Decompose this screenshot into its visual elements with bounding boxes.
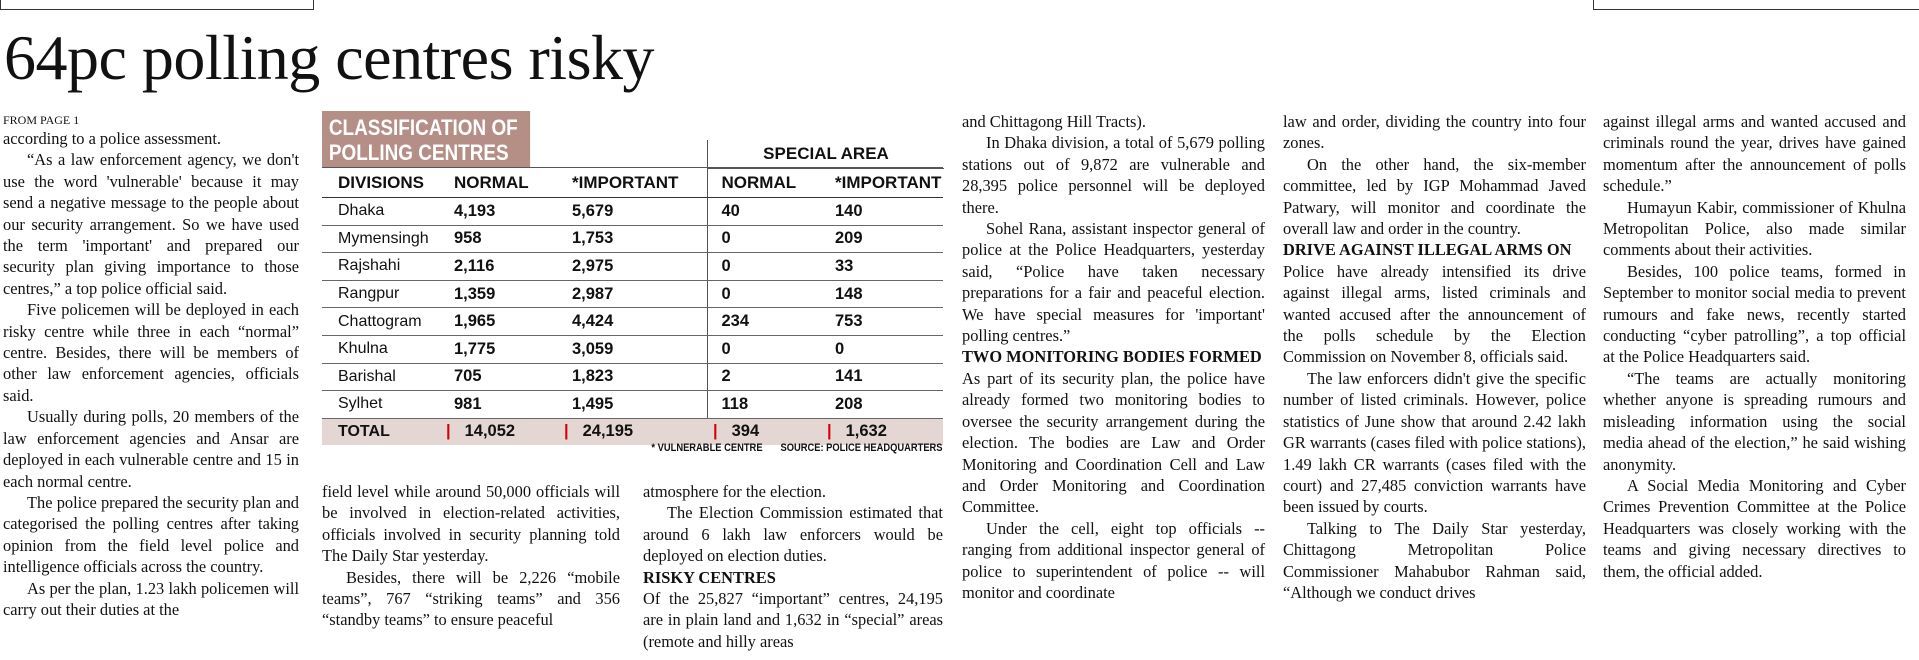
paragraph: according to a police assessment. — [3, 129, 222, 148]
table-cell: 140 — [821, 198, 943, 226]
paragraph: Talking to The Daily Star yesterday, Chittagong Metropolitan Police Commissioner Mahabubor Rahman said, “Although we conduct drives — [1283, 518, 1586, 602]
column-header: DIVISIONS — [322, 169, 440, 198]
table-cell: 1,753 — [558, 225, 707, 253]
source-text: SOURCE: POLICE HEADQUARTERS — [780, 442, 943, 454]
article-column-5 — [1283, 111, 1586, 603]
table-cell: 148 — [821, 280, 943, 308]
table-cell: 1,965 — [440, 308, 558, 336]
paragraph: “The teams are actually monitoring whether anyone is spreading rumours and misleading information using the social media ahead of the election,” he said wishing anonymity. — [1603, 368, 1906, 474]
table-top-rule — [322, 167, 943, 168]
table-cell: 2,975 — [558, 253, 707, 281]
table-row — [322, 363, 943, 391]
table-row — [322, 308, 943, 336]
paragraph: Sohel Rana, assistant inspector general of police at the Police Headquarters, yesterday said, “Police have taken necessary preparations for a fair and peaceful election. We have special measures for 'important' polling centres.” — [962, 219, 1265, 346]
table-cell: 2,116 — [440, 253, 558, 281]
total-label: TOTAL — [322, 418, 440, 445]
division-cell: Khulna — [322, 335, 440, 363]
red-bar-marker: | — [827, 422, 832, 441]
table-cell: 0 — [707, 225, 821, 253]
total-cell: | 394 — [707, 418, 821, 445]
subheading: DRIVE AGAINST ILLEGAL ARMS ON — [1283, 240, 1572, 260]
division-cell: Mymensingh — [322, 225, 440, 253]
table-row — [322, 225, 943, 253]
table-cell: 981 — [440, 391, 558, 419]
table-title-line-1: CLASSIFICATION OF — [328, 115, 518, 140]
table-cell: 1,775 — [440, 335, 558, 363]
article-column-6 — [1603, 111, 1906, 582]
table-cell: 40 — [707, 198, 821, 226]
headline: 64pc polling centres risky — [4, 22, 654, 93]
table-cell: 234 — [707, 308, 821, 336]
top-rule-right — [1593, 0, 1919, 10]
table-header-row — [322, 169, 943, 198]
table-cell: 209 — [821, 225, 943, 253]
red-bar-marker: | — [446, 422, 451, 441]
table-title-line-2: POLLING CENTRES — [328, 140, 509, 165]
table-total-row — [322, 418, 943, 445]
red-bar-marker: | — [564, 422, 569, 441]
jump-kicker: FROM PAGE 1 — [3, 113, 80, 127]
paragraph: Besides, 100 police teams, formed in September to monitor social media to prevent rumours and fake news, recently started conducting “cyber patrolling”, a top official at the Police Headquarters said. — [1603, 261, 1906, 367]
paragraph: As per the plan, 1.23 lakh policemen will carry out their duties at the — [3, 578, 299, 619]
table-footnote — [637, 442, 943, 454]
paragraph: Under the cell, eight top officials -- ranging from additional inspector general of police to superintendent of police -- will monitor and coordinate — [962, 518, 1265, 602]
table-cell: 5,679 — [558, 198, 707, 226]
paragraph: field level while around 50,000 officials will be involved in election-related activities, officials involved in security planning told The Daily Star yesterday. — [322, 482, 620, 566]
table-cell: 0 — [821, 335, 943, 363]
table-cell: 3,059 — [558, 335, 707, 363]
table-cell: 0 — [707, 253, 821, 281]
paragraph: Usually during polls, 20 members of the law enforcement agencies and Ansar are deployed in each vulnerable centre and 15 in each normal centre. — [3, 407, 299, 491]
division-cell: Dhaka — [322, 198, 440, 226]
paragraph: The police prepared the security plan and categorised the polling centres after taking opinion from the field level police and intelligence officials across the country. — [3, 492, 299, 577]
article-column-4 — [962, 111, 1265, 603]
total-cell: | 14,052 — [440, 418, 558, 445]
red-bar-marker: | — [713, 422, 718, 441]
table-cell: 1,823 — [558, 363, 707, 391]
division-cell: Sylhet — [322, 391, 440, 419]
paragraph: Humayun Kabir, commissioner of Khulna Metropolitan Police, also made similar comments about their activities. — [1603, 197, 1906, 260]
paragraph: In Dhaka division, a total of 5,679 polling stations out of 9,872 are vulnerable and 28,395 police personnel will be deployed there. — [962, 133, 1265, 217]
paragraph: Of the 25,827 “important” centres, 24,195 are in plain land and 1,632 in “special” areas (remote and hilly areas — [643, 589, 943, 651]
table-title — [322, 111, 530, 167]
subheading: TWO MONITORING BODIES FORMED — [962, 347, 1262, 367]
special-area-header: SPECIAL AREA — [707, 140, 944, 169]
table-row — [322, 391, 943, 419]
paragraph: A Social Media Monitoring and Cyber Crimes Prevention Committee at the Police Headquarters was closely working with the teams and giving necessary directives to them, the official added. — [1603, 475, 1906, 581]
table-row — [322, 280, 943, 308]
table-cell: 4,193 — [440, 198, 558, 226]
table-cell: 958 — [440, 225, 558, 253]
paragraph: Police have already intensified its drive against illegal arms, listed criminals and wanted accused after the announcement of the polls schedule by the Election Commission on November 8, officials said. — [1283, 261, 1586, 367]
paragraph: Five policemen will be deployed in each risky centre while three in each “normal” centre. Besides, there will be members of other law enforcement agencies, officials said. — [3, 300, 299, 405]
table-cell: 2 — [707, 363, 821, 391]
table-row — [322, 198, 943, 226]
table-cell: 33 — [821, 253, 943, 281]
total-cell: | 1,632 — [821, 418, 943, 445]
total-cell: | 24,195 — [558, 418, 707, 445]
table-cell: 2,987 — [558, 280, 707, 308]
table-cell: 1,495 — [558, 391, 707, 419]
article-column-1 — [3, 110, 299, 620]
paragraph: As part of its security plan, the police have already formed two monitoring bodies to oversee the security arrangement during the election. The bodies are Law and Order Monitoring and Coordination Cell and Law and Order Monitoring and Coordination Committee. — [962, 368, 1265, 517]
table-cell: 141 — [821, 363, 943, 391]
footnote-text: * VULNERABLE CENTRE — [651, 442, 764, 454]
column-header: NORMAL — [707, 169, 821, 198]
division-cell: Rajshahi — [322, 253, 440, 281]
paragraph: Besides, there will be 2,226 “mobile teams”, 767 “striking teams” and 356 “standby teams” to ensure peaceful — [322, 567, 620, 630]
table-row — [322, 335, 943, 363]
classification-table-graphic — [322, 111, 943, 461]
paragraph: The law enforcers didn't give the specific number of listed criminals. However, police statistics of June show that around 2.42 lakh GR warrants (cases filed with police stations), 1.49 lakh CR warrants (cases filed with the court) and 27,485 conviction warrants have been issued by courts. — [1283, 368, 1586, 517]
column-header: *IMPORTANT — [821, 169, 943, 198]
table-cell: 705 — [440, 363, 558, 391]
article-column-2 — [322, 481, 620, 631]
article-column-3 — [643, 481, 943, 652]
table-cell: 753 — [821, 308, 943, 336]
division-cell: Chattogram — [322, 308, 440, 336]
paragraph: atmosphere for the election. — [643, 482, 826, 501]
table-cell: 1,359 — [440, 280, 558, 308]
subheading: RISKY CENTRES — [643, 567, 776, 587]
top-rule-left — [0, 0, 314, 10]
table-row — [322, 253, 943, 281]
paragraph: and Chittagong Hill Tracts). — [962, 112, 1146, 131]
paragraph: The Election Commission estimated that around 6 lakh law enforcers would be deployed on election duties. — [643, 503, 943, 566]
table-cell: 4,424 — [558, 308, 707, 336]
paragraph: law and order, dividing the country into four zones. — [1283, 112, 1586, 153]
paragraph: “As a law enforcement agency, we don't use the word 'vulnerable' because it may send a negative message to the people about our security arrangement. So we have used the term 'important' and prepared our security plan giving importance to those centres,” a top police official said. — [3, 150, 299, 298]
division-cell: Barishal — [322, 363, 440, 391]
division-cell: Rangpur — [322, 280, 440, 308]
column-header: NORMAL — [440, 169, 558, 198]
paragraph: On the other hand, the six-member committee, led by IGP Mohammad Javed Patwary, will monitor and coordinate the overall law and order in the country. — [1283, 154, 1586, 239]
classification-table — [322, 169, 943, 445]
table-cell: 208 — [821, 391, 943, 419]
table-cell: 0 — [707, 335, 821, 363]
paragraph: against illegal arms and wanted accused and criminals round the year, drives have gained momentum after the announcement of polls schedule.” — [1603, 112, 1906, 196]
table-cell: 118 — [707, 391, 821, 419]
table-cell: 0 — [707, 280, 821, 308]
column-header: *IMPORTANT — [558, 169, 707, 198]
